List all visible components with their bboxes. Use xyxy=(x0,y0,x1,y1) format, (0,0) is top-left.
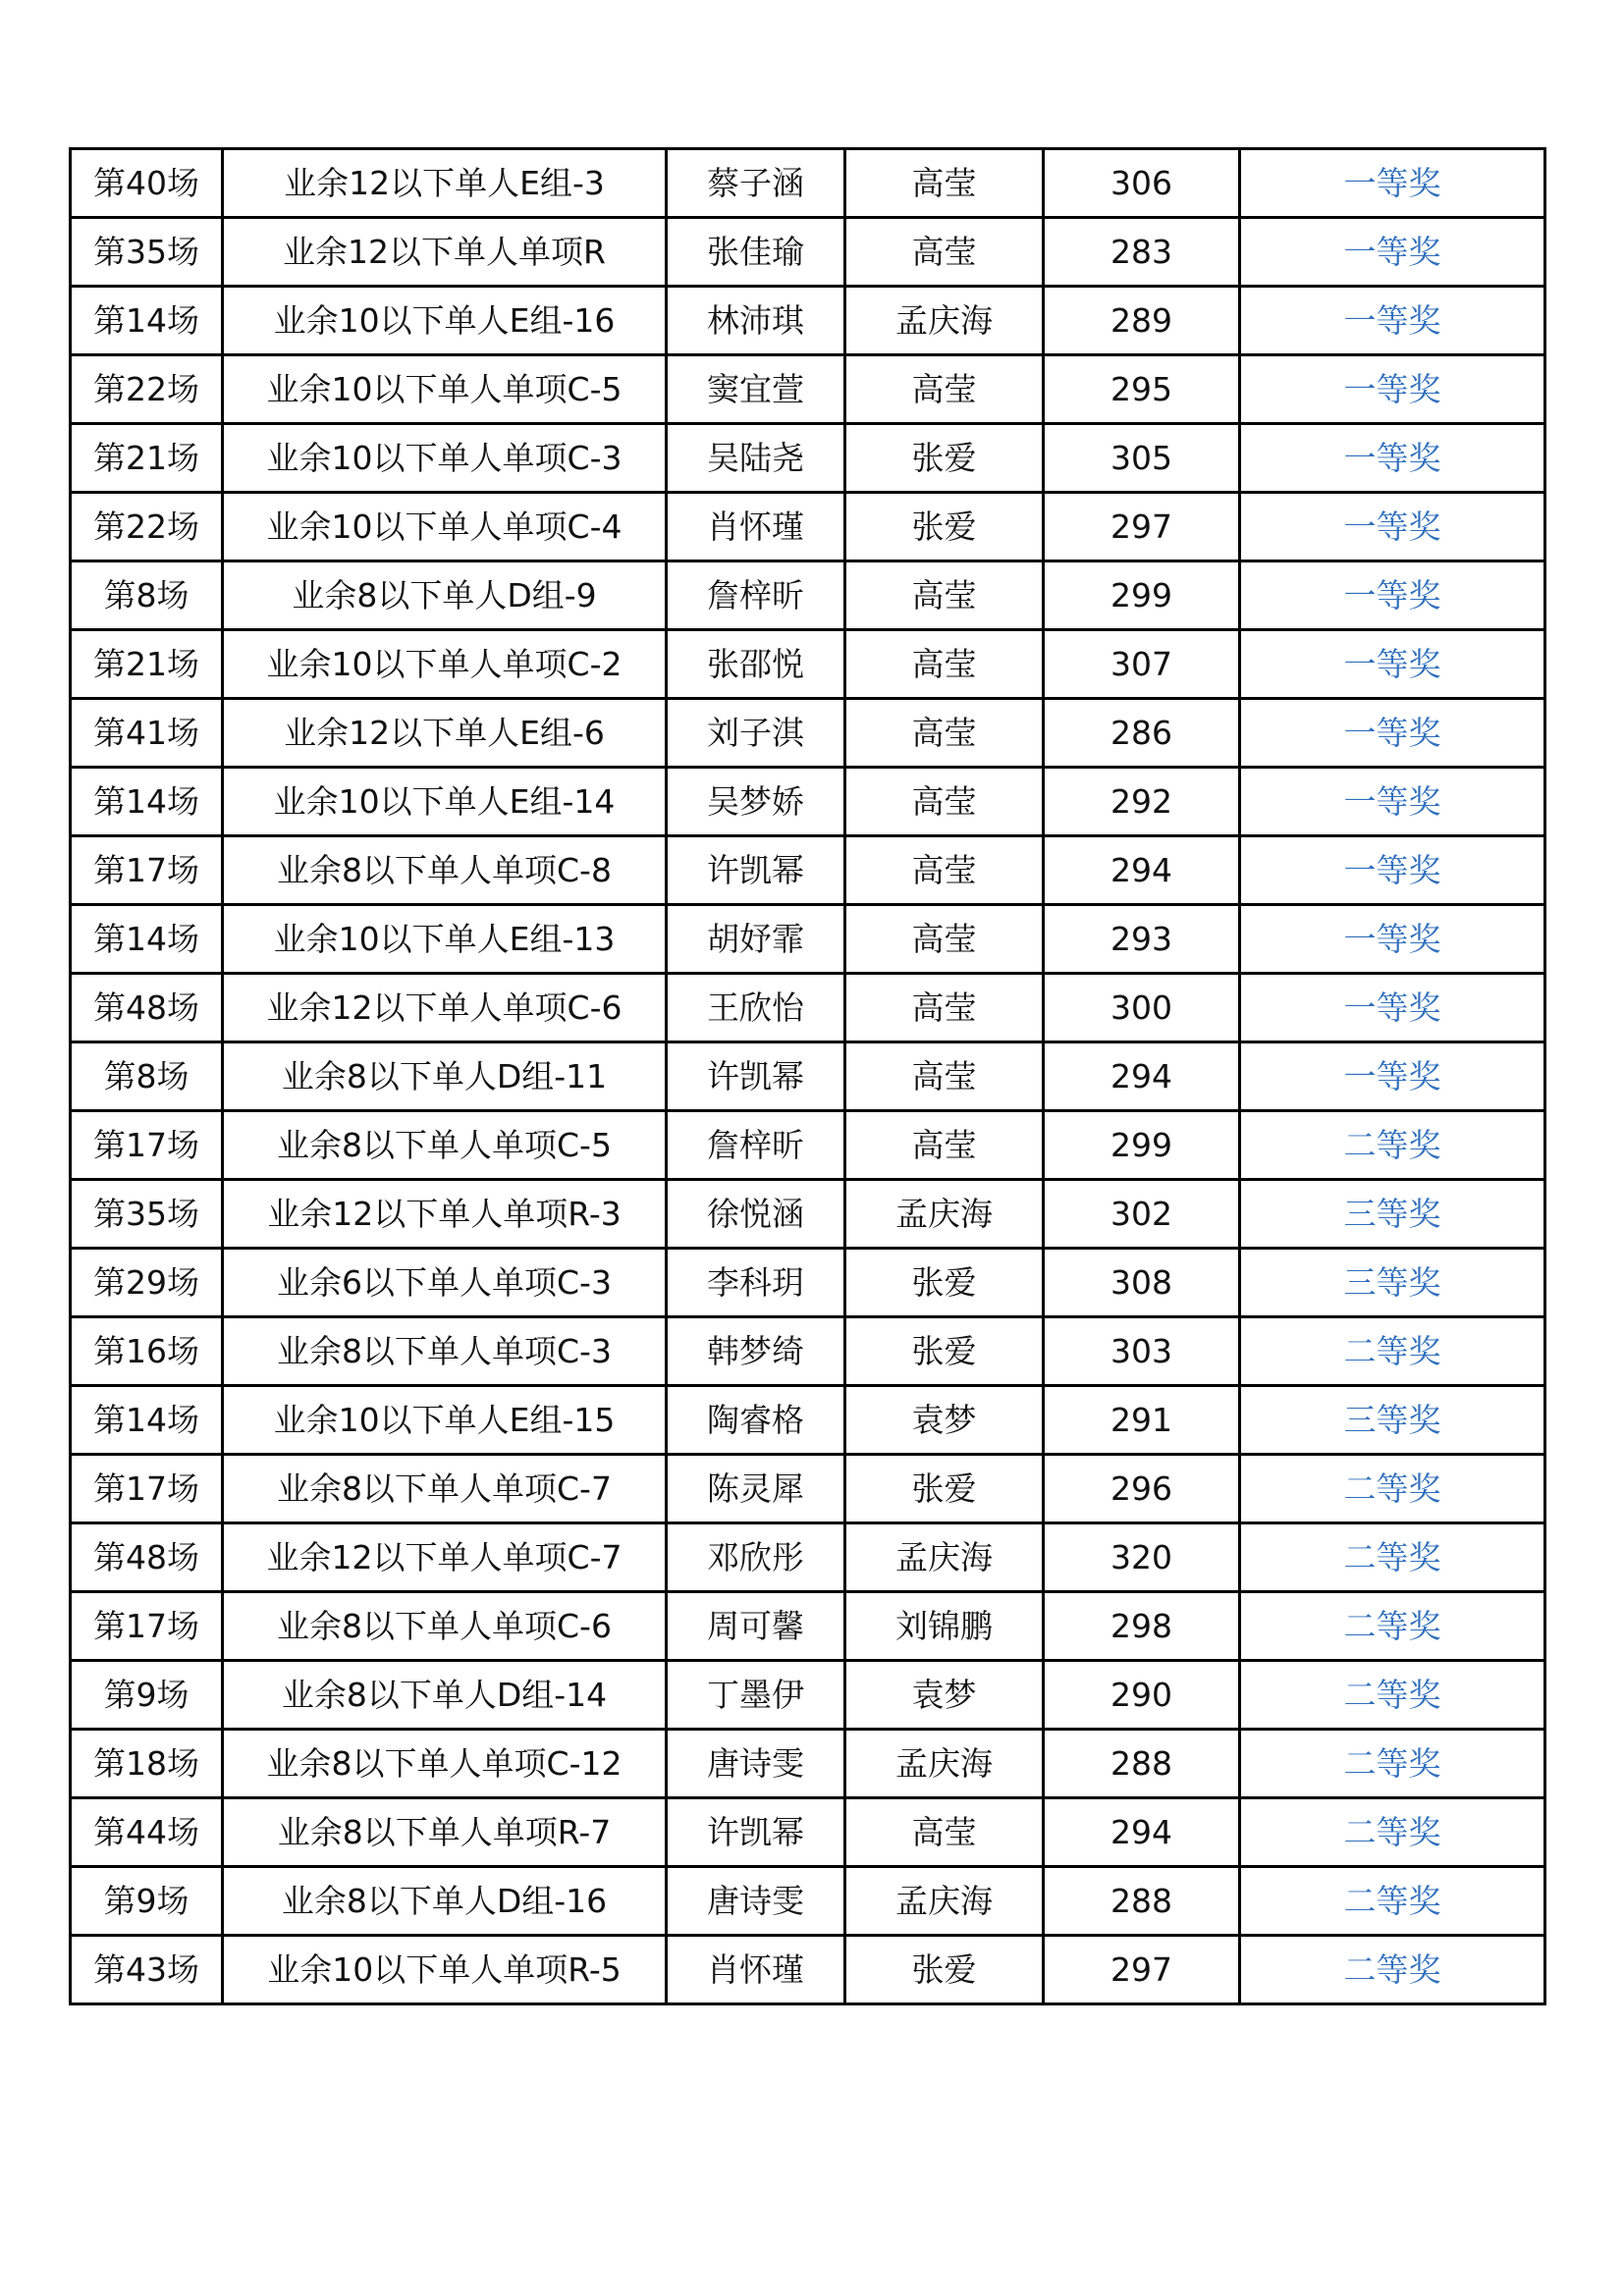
award-cell: 一等奖 xyxy=(1240,974,1545,1042)
session-cell: 第14场 xyxy=(71,287,223,355)
table-row xyxy=(71,1936,1545,2004)
session-cell: 第9场 xyxy=(71,1867,223,1936)
event-cell: 业余12以下单人单项R xyxy=(223,218,667,287)
coach-cell: 高莹 xyxy=(845,149,1044,218)
athlete-name-cell: 詹梓昕 xyxy=(667,561,845,630)
coach-cell: 高莹 xyxy=(845,218,1044,287)
session-cell: 第35场 xyxy=(71,1180,223,1249)
coach-cell: 高莹 xyxy=(845,1042,1044,1111)
session-cell: 第17场 xyxy=(71,1111,223,1180)
award-cell: 一等奖 xyxy=(1240,493,1545,561)
athlete-name-cell: 徐悦涵 xyxy=(667,1180,845,1249)
athlete-name-cell: 吴陆尧 xyxy=(667,424,845,493)
score-cell: 306 xyxy=(1044,149,1240,218)
table-row xyxy=(71,1042,1545,1111)
athlete-name-cell: 许凯幂 xyxy=(667,836,845,905)
table-row xyxy=(71,561,1545,630)
coach-cell: 刘锦鹏 xyxy=(845,1592,1044,1661)
award-cell: 一等奖 xyxy=(1240,218,1545,287)
award-cell: 一等奖 xyxy=(1240,1042,1545,1111)
session-cell: 第17场 xyxy=(71,1455,223,1523)
event-cell: 业余10以下单人单项C-4 xyxy=(223,493,667,561)
score-cell: 292 xyxy=(1044,768,1240,836)
score-cell: 299 xyxy=(1044,561,1240,630)
event-cell: 业余10以下单人E组-13 xyxy=(223,905,667,974)
athlete-name-cell: 许凯幂 xyxy=(667,1042,845,1111)
athlete-name-cell: 陶睿格 xyxy=(667,1386,845,1455)
table-row xyxy=(71,493,1545,561)
table-row xyxy=(71,1730,1545,1798)
score-cell: 294 xyxy=(1044,1042,1240,1111)
session-cell: 第8场 xyxy=(71,561,223,630)
award-cell: 一等奖 xyxy=(1240,424,1545,493)
coach-cell: 袁梦 xyxy=(845,1386,1044,1455)
results-table xyxy=(69,147,1546,2005)
event-cell: 业余12以下单人E组-6 xyxy=(223,699,667,768)
table-row xyxy=(71,1180,1545,1249)
event-cell: 业余8以下单人单项C-5 xyxy=(223,1111,667,1180)
award-cell: 一等奖 xyxy=(1240,149,1545,218)
table-row xyxy=(71,1798,1545,1867)
coach-cell: 张爱 xyxy=(845,424,1044,493)
table-row xyxy=(71,1249,1545,1317)
score-cell: 307 xyxy=(1044,630,1240,699)
table-row xyxy=(71,1455,1545,1523)
athlete-name-cell: 刘子淇 xyxy=(667,699,845,768)
athlete-name-cell: 肖怀瑾 xyxy=(667,1936,845,2004)
coach-cell: 高莹 xyxy=(845,905,1044,974)
session-cell: 第43场 xyxy=(71,1936,223,2004)
table-row xyxy=(71,287,1545,355)
event-cell: 业余12以下单人单项C-6 xyxy=(223,974,667,1042)
award-cell: 二等奖 xyxy=(1240,1730,1545,1798)
coach-cell: 高莹 xyxy=(845,630,1044,699)
score-cell: 290 xyxy=(1044,1661,1240,1730)
event-cell: 业余10以下单人单项C-3 xyxy=(223,424,667,493)
coach-cell: 孟庆海 xyxy=(845,1867,1044,1936)
athlete-name-cell: 丁墨伊 xyxy=(667,1661,845,1730)
event-cell: 业余8以下单人单项C-6 xyxy=(223,1592,667,1661)
award-cell: 二等奖 xyxy=(1240,1936,1545,2004)
table-row xyxy=(71,149,1545,218)
event-cell: 业余6以下单人单项C-3 xyxy=(223,1249,667,1317)
table-row xyxy=(71,768,1545,836)
coach-cell: 袁梦 xyxy=(845,1661,1044,1730)
event-cell: 业余12以下单人单项R-3 xyxy=(223,1180,667,1249)
session-cell: 第29场 xyxy=(71,1249,223,1317)
athlete-name-cell: 吴梦娇 xyxy=(667,768,845,836)
event-cell: 业余10以下单人E组-15 xyxy=(223,1386,667,1455)
score-cell: 297 xyxy=(1044,1936,1240,2004)
session-cell: 第18场 xyxy=(71,1730,223,1798)
athlete-name-cell: 张邵悦 xyxy=(667,630,845,699)
session-cell: 第40场 xyxy=(71,149,223,218)
event-cell: 业余12以下单人单项C-7 xyxy=(223,1523,667,1592)
session-cell: 第17场 xyxy=(71,836,223,905)
athlete-name-cell: 陈灵犀 xyxy=(667,1455,845,1523)
athlete-name-cell: 胡妤霏 xyxy=(667,905,845,974)
session-cell: 第16场 xyxy=(71,1317,223,1386)
award-cell: 一等奖 xyxy=(1240,355,1545,424)
score-cell: 294 xyxy=(1044,1798,1240,1867)
score-cell: 288 xyxy=(1044,1730,1240,1798)
coach-cell: 张爱 xyxy=(845,1455,1044,1523)
table-row xyxy=(71,218,1545,287)
athlete-name-cell: 邓欣彤 xyxy=(667,1523,845,1592)
session-cell: 第14场 xyxy=(71,905,223,974)
award-cell: 二等奖 xyxy=(1240,1455,1545,1523)
athlete-name-cell: 詹梓昕 xyxy=(667,1111,845,1180)
athlete-name-cell: 王欣怡 xyxy=(667,974,845,1042)
coach-cell: 高莹 xyxy=(845,836,1044,905)
coach-cell: 张爱 xyxy=(845,493,1044,561)
score-cell: 286 xyxy=(1044,699,1240,768)
coach-cell: 高莹 xyxy=(845,768,1044,836)
athlete-name-cell: 唐诗雯 xyxy=(667,1867,845,1936)
table-row xyxy=(71,1386,1545,1455)
award-cell: 一等奖 xyxy=(1240,905,1545,974)
score-cell: 295 xyxy=(1044,355,1240,424)
award-cell: 二等奖 xyxy=(1240,1798,1545,1867)
table-row xyxy=(71,1867,1545,1936)
award-cell: 二等奖 xyxy=(1240,1661,1545,1730)
score-cell: 283 xyxy=(1044,218,1240,287)
score-cell: 296 xyxy=(1044,1455,1240,1523)
score-cell: 303 xyxy=(1044,1317,1240,1386)
session-cell: 第17场 xyxy=(71,1592,223,1661)
coach-cell: 孟庆海 xyxy=(845,1730,1044,1798)
score-cell: 293 xyxy=(1044,905,1240,974)
event-cell: 业余8以下单人D组-11 xyxy=(223,1042,667,1111)
score-cell: 320 xyxy=(1044,1523,1240,1592)
award-cell: 三等奖 xyxy=(1240,1386,1545,1455)
athlete-name-cell: 张佳瑜 xyxy=(667,218,845,287)
award-cell: 二等奖 xyxy=(1240,1867,1545,1936)
session-cell: 第14场 xyxy=(71,768,223,836)
session-cell: 第9场 xyxy=(71,1661,223,1730)
coach-cell: 张爱 xyxy=(845,1317,1044,1386)
session-cell: 第8场 xyxy=(71,1042,223,1111)
award-cell: 三等奖 xyxy=(1240,1180,1545,1249)
athlete-name-cell: 窦宜萱 xyxy=(667,355,845,424)
table-row xyxy=(71,630,1545,699)
athlete-name-cell: 周可馨 xyxy=(667,1592,845,1661)
table-row xyxy=(71,1661,1545,1730)
coach-cell: 孟庆海 xyxy=(845,1523,1044,1592)
session-cell: 第44场 xyxy=(71,1798,223,1867)
award-cell: 一等奖 xyxy=(1240,287,1545,355)
event-cell: 业余10以下单人单项C-5 xyxy=(223,355,667,424)
event-cell: 业余8以下单人D组-9 xyxy=(223,561,667,630)
award-cell: 一等奖 xyxy=(1240,561,1545,630)
award-cell: 一等奖 xyxy=(1240,768,1545,836)
coach-cell: 高莹 xyxy=(845,699,1044,768)
coach-cell: 高莹 xyxy=(845,355,1044,424)
table-row xyxy=(71,1317,1545,1386)
award-cell: 二等奖 xyxy=(1240,1592,1545,1661)
coach-cell: 高莹 xyxy=(845,1798,1044,1867)
event-cell: 业余8以下单人单项R-7 xyxy=(223,1798,667,1867)
athlete-name-cell: 蔡子涵 xyxy=(667,149,845,218)
score-cell: 299 xyxy=(1044,1111,1240,1180)
session-cell: 第48场 xyxy=(71,974,223,1042)
table-row xyxy=(71,905,1545,974)
coach-cell: 张爱 xyxy=(845,1936,1044,2004)
event-cell: 业余8以下单人单项C-7 xyxy=(223,1455,667,1523)
session-cell: 第35场 xyxy=(71,218,223,287)
session-cell: 第21场 xyxy=(71,630,223,699)
award-cell: 一等奖 xyxy=(1240,699,1545,768)
table-row xyxy=(71,974,1545,1042)
event-cell: 业余8以下单人单项C-8 xyxy=(223,836,667,905)
event-cell: 业余10以下单人单项C-2 xyxy=(223,630,667,699)
athlete-name-cell: 许凯幂 xyxy=(667,1798,845,1867)
award-cell: 一等奖 xyxy=(1240,630,1545,699)
athlete-name-cell: 唐诗雯 xyxy=(667,1730,845,1798)
award-cell: 二等奖 xyxy=(1240,1523,1545,1592)
table-row xyxy=(71,1592,1545,1661)
athlete-name-cell: 林沛琪 xyxy=(667,287,845,355)
event-cell: 业余8以下单人单项C-12 xyxy=(223,1730,667,1798)
session-cell: 第22场 xyxy=(71,493,223,561)
award-cell: 三等奖 xyxy=(1240,1249,1545,1317)
table-row xyxy=(71,355,1545,424)
score-cell: 302 xyxy=(1044,1180,1240,1249)
coach-cell: 张爱 xyxy=(845,1249,1044,1317)
coach-cell: 高莹 xyxy=(845,1111,1044,1180)
event-cell: 业余8以下单人单项C-3 xyxy=(223,1317,667,1386)
table-row xyxy=(71,699,1545,768)
coach-cell: 孟庆海 xyxy=(845,1180,1044,1249)
score-cell: 291 xyxy=(1044,1386,1240,1455)
session-cell: 第21场 xyxy=(71,424,223,493)
coach-cell: 孟庆海 xyxy=(845,287,1044,355)
session-cell: 第14场 xyxy=(71,1386,223,1455)
award-cell: 二等奖 xyxy=(1240,1111,1545,1180)
event-cell: 业余10以下单人E组-14 xyxy=(223,768,667,836)
score-cell: 305 xyxy=(1044,424,1240,493)
athlete-name-cell: 肖怀瑾 xyxy=(667,493,845,561)
score-cell: 297 xyxy=(1044,493,1240,561)
award-cell: 二等奖 xyxy=(1240,1317,1545,1386)
event-cell: 业余12以下单人E组-3 xyxy=(223,149,667,218)
results-table-body xyxy=(71,149,1545,2004)
table-row xyxy=(71,836,1545,905)
coach-cell: 高莹 xyxy=(845,974,1044,1042)
score-cell: 298 xyxy=(1044,1592,1240,1661)
event-cell: 业余10以下单人单项R-5 xyxy=(223,1936,667,2004)
session-cell: 第41场 xyxy=(71,699,223,768)
score-cell: 288 xyxy=(1044,1867,1240,1936)
table-row xyxy=(71,1111,1545,1180)
athlete-name-cell: 韩梦绮 xyxy=(667,1317,845,1386)
session-cell: 第48场 xyxy=(71,1523,223,1592)
athlete-name-cell: 李科玥 xyxy=(667,1249,845,1317)
score-cell: 289 xyxy=(1044,287,1240,355)
event-cell: 业余8以下单人D组-14 xyxy=(223,1661,667,1730)
award-cell: 一等奖 xyxy=(1240,836,1545,905)
table-row xyxy=(71,1523,1545,1592)
event-cell: 业余10以下单人E组-16 xyxy=(223,287,667,355)
score-cell: 308 xyxy=(1044,1249,1240,1317)
event-cell: 业余8以下单人D组-16 xyxy=(223,1867,667,1936)
score-cell: 294 xyxy=(1044,836,1240,905)
session-cell: 第22场 xyxy=(71,355,223,424)
score-cell: 300 xyxy=(1044,974,1240,1042)
table-row xyxy=(71,424,1545,493)
coach-cell: 高莹 xyxy=(845,561,1044,630)
